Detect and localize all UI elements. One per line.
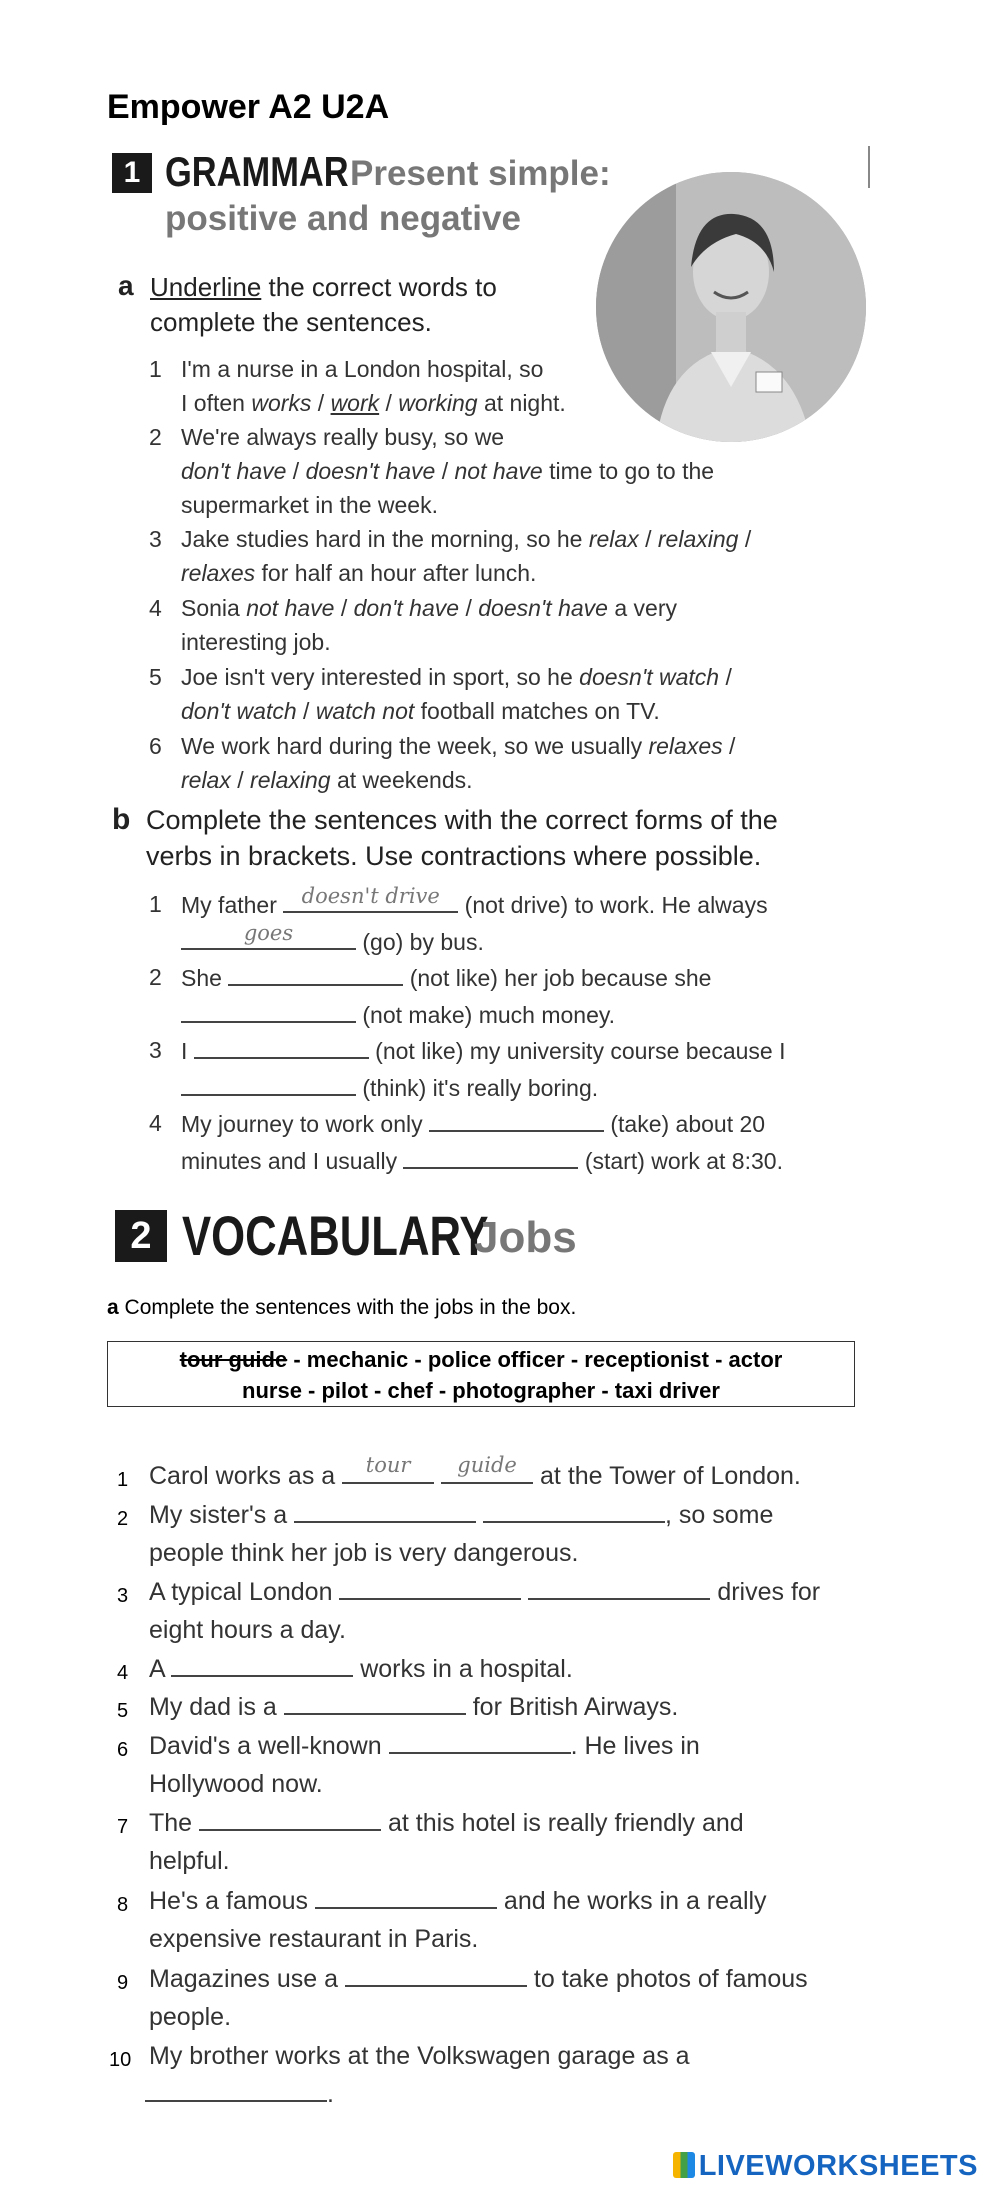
answer-blank[interactable] [145, 2076, 327, 2102]
separator: / [311, 390, 331, 416]
item-text: (not like) her job because she [403, 965, 712, 991]
item-number: 1 [117, 1469, 129, 1491]
item-text: eight hours a day. [149, 1616, 346, 1644]
option-2[interactable]: relaxing [657, 526, 739, 552]
part-a-instruction-line1 [150, 270, 497, 305]
part-a-letter: a [118, 270, 134, 301]
item-text: My sister's a [149, 1501, 295, 1529]
item-text: a very [607, 595, 677, 621]
option-3[interactable]: relaxing [250, 767, 331, 793]
option-3[interactable]: working [398, 390, 478, 416]
item-text: at night. [477, 390, 566, 416]
item-text: My father [181, 892, 284, 918]
vocab-item [117, 1496, 774, 1572]
item-options-line [181, 454, 714, 488]
part-a-item [149, 522, 752, 590]
item-number: 2 [149, 424, 162, 450]
section-number-2: 2 [115, 1210, 167, 1262]
option-2[interactable]: doesn't have [305, 458, 436, 484]
option-3[interactable]: doesn't have [478, 595, 608, 621]
part-a-item [149, 352, 566, 420]
option-3[interactable]: watch not [315, 698, 415, 724]
item-number: 1 [149, 891, 162, 917]
item-number: 3 [149, 1037, 162, 1063]
vocabulary-instruction-letter: a [107, 1296, 119, 1319]
part-b-instruction-line1: Complete the sentences with the correct forms of the [146, 805, 778, 835]
item-text: (not make) much money. [356, 1002, 616, 1028]
item-number: 6 [117, 1739, 129, 1761]
vocab-item [117, 1688, 679, 1726]
option-2-underlined[interactable]: work [330, 390, 380, 416]
answer-text: doesn't drive [301, 884, 440, 908]
item-text: Joe isn't very interested in sport, so he [181, 664, 580, 690]
part-a-item [149, 420, 715, 522]
item-text: A [149, 1655, 172, 1683]
option-1[interactable]: not have [246, 595, 335, 621]
answer-blank-filled[interactable] [181, 921, 356, 950]
item-number: 8 [117, 1894, 129, 1916]
vocabulary-subheading: Jobs [474, 1213, 577, 1262]
answer-blank[interactable] [339, 1574, 521, 1600]
item-number: 4 [117, 1662, 129, 1684]
item-text: I often [181, 390, 252, 416]
answer-blank[interactable] [528, 1574, 710, 1600]
item-text: people think her job is very dangerous. [149, 1539, 579, 1567]
part-a-item [149, 729, 736, 797]
separator: / [722, 733, 736, 759]
item-text: I [181, 1038, 194, 1064]
answer-blank[interactable] [284, 1689, 466, 1715]
item-text: (start) work at 8:30. [578, 1148, 783, 1174]
answer-blank-filled[interactable] [441, 1453, 533, 1484]
item-text: We're always really busy, so we [181, 424, 505, 450]
document-title: Empower A2 U2A [107, 88, 390, 126]
part-b-letter: b [112, 803, 131, 836]
part-b-item [149, 1106, 783, 1178]
separator: / [719, 664, 732, 690]
part-a-item [149, 660, 732, 728]
item-text: (take) about 20 [603, 1111, 766, 1137]
item-text: supermarket in the week. [181, 492, 438, 518]
word-struck: tour guide [179, 1347, 288, 1372]
item-text: I'm a nurse in a London hospital, so [181, 356, 544, 382]
item-text: Sonia [181, 595, 247, 621]
answer-blank-filled[interactable] [283, 884, 458, 913]
separator: / [334, 595, 354, 621]
part-a-instruction-line2: complete the sentences. [150, 307, 432, 337]
section-number-1: 1 [112, 153, 152, 193]
separator: / [638, 526, 658, 552]
item-number: 4 [149, 595, 162, 621]
vocabulary-instruction-text: Complete the sentences with the jobs in the box. [118, 1296, 577, 1319]
item-text: minutes and I usually [181, 1148, 404, 1174]
vocab-item [117, 1804, 744, 1880]
item-text: A typical London [149, 1578, 340, 1606]
answer-blank[interactable] [483, 1497, 665, 1523]
option-1[interactable]: relaxes [648, 733, 723, 759]
answer-blank[interactable] [181, 1070, 356, 1096]
item-text: . He lives in [570, 1732, 700, 1760]
item-text: My dad is a [149, 1693, 284, 1721]
item-text: for British Airways. [465, 1693, 679, 1721]
answer-blank[interactable] [429, 1106, 604, 1132]
item-number: 4 [149, 1110, 162, 1136]
answer-text: tour [365, 1453, 411, 1477]
answer-blank[interactable] [345, 1961, 527, 1987]
item-text: We work hard during the week, so we usually [181, 733, 649, 759]
vocab-item [117, 1453, 801, 1495]
answer-blank-filled[interactable] [342, 1453, 434, 1484]
item-number: 5 [149, 664, 162, 690]
item-number: 9 [117, 1972, 129, 1994]
answer-blank[interactable] [315, 1883, 497, 1909]
item-text: He's a famous [149, 1887, 315, 1915]
item-text: My journey to work only [181, 1111, 429, 1137]
item-options-line [181, 386, 566, 420]
answer-blank[interactable] [294, 1497, 476, 1523]
part-b-item [149, 960, 712, 1032]
item-text: (think) it's really boring. [356, 1075, 599, 1101]
separator: / [286, 458, 306, 484]
item-text: at weekends. [330, 767, 473, 793]
answer-blank[interactable] [228, 960, 403, 986]
item-text: My brother works at the Volkswagen garage as a [149, 2042, 690, 2070]
separator: / [230, 767, 251, 793]
option-1[interactable]: doesn't watch [579, 664, 720, 690]
grammar-subheading-line2: positive and negative [165, 199, 521, 238]
item-text: expensive restaurant in Paris. [149, 1925, 479, 1953]
liveworksheets-icon [673, 2152, 695, 2178]
item-text: The [149, 1809, 200, 1837]
word-box [107, 1341, 855, 1407]
item-number: 1 [149, 356, 162, 382]
option-2[interactable]: don't have [353, 595, 460, 621]
answer-text: goes [243, 921, 294, 945]
option-1[interactable]: relax [588, 526, 639, 552]
vocab-item [117, 1960, 808, 2036]
answer-blank[interactable] [389, 1728, 571, 1754]
item-text: (go) by bus. [356, 929, 484, 955]
item-text: Jake studies hard in the morning, so he [181, 526, 589, 552]
grammar-heading: GRAMMAR [165, 148, 349, 195]
item-text: , so some [665, 1501, 774, 1529]
item-text: time to go to the [542, 458, 715, 484]
item-text: David's a well-known [149, 1732, 389, 1760]
answer-blank[interactable] [403, 1143, 578, 1169]
item-text: at the Tower of London. [533, 1462, 801, 1490]
part-b-item [149, 1033, 786, 1105]
separator: / [296, 698, 316, 724]
answer-blank[interactable] [194, 1033, 369, 1059]
word-box-line1: - mechanic - police officer - receptionist - actor [287, 1347, 783, 1372]
nurse-photo [596, 172, 866, 442]
instruction-rest: the correct words to [268, 272, 497, 302]
underline-word: Underline [150, 272, 262, 302]
item-text: (not like) my university course because I [368, 1038, 786, 1064]
item-text: to take photos of famous [526, 1965, 808, 1993]
vocab-item [117, 1650, 573, 1688]
separator: / [459, 595, 479, 621]
item-number: 6 [149, 733, 162, 759]
item-text: football matches on TV. [414, 698, 660, 724]
option-1[interactable]: don't have [181, 458, 287, 484]
option-1[interactable]: works [251, 390, 312, 416]
part-b-item [149, 884, 768, 959]
item-text: at this hotel is really friendly and [381, 1809, 744, 1837]
option-2[interactable]: don't watch [181, 698, 297, 724]
vocabulary-heading: VOCABULARY [182, 1204, 489, 1267]
item-number: 3 [117, 1585, 129, 1607]
item-text: people. [149, 2003, 232, 2031]
item-number: 3 [149, 526, 162, 552]
item-text: . [327, 2080, 334, 2108]
vocab-item [117, 1573, 821, 1649]
option-3[interactable]: not have [454, 458, 543, 484]
separator: / [738, 526, 752, 552]
item-text: and he works in a really [496, 1887, 767, 1915]
separator: / [435, 458, 455, 484]
answer-text: guide [457, 1453, 517, 1477]
item-number: 2 [149, 964, 162, 990]
item-text: drives for [710, 1578, 821, 1606]
item-text: She [181, 965, 229, 991]
answer-blank[interactable] [181, 997, 356, 1023]
item-text: works in a hospital. [353, 1655, 573, 1683]
vocab-item [117, 1882, 767, 1958]
item-text: Magazines use a [149, 1965, 345, 1993]
option-2[interactable]: relax [181, 767, 231, 793]
item-text: for half an hour after lunch. [255, 560, 537, 586]
item-text: interesting job. [181, 629, 331, 655]
part-b-instruction-line2: verbs in brackets. Use contractions where possible. [146, 841, 762, 871]
item-text: helpful. [149, 1847, 230, 1875]
item-text: Hollywood now. [149, 1770, 323, 1798]
vocabulary-instruction [107, 1296, 576, 1320]
item-text: (not drive) to work. He always [458, 892, 768, 918]
answer-blank[interactable] [199, 1805, 381, 1831]
logo-text: LIVEWORKSHEETS [698, 2150, 978, 2182]
item-number: 10 [109, 2049, 132, 2071]
item-number: 7 [117, 1816, 129, 1838]
vocab-item [117, 1727, 700, 1803]
answer-blank[interactable] [171, 1651, 353, 1677]
grammar-subheading-line1: Present simple: [350, 154, 611, 193]
item-number: 2 [117, 1508, 129, 1530]
option-3[interactable]: relaxes [181, 560, 256, 586]
word-box-line2: nurse - pilot - chef - photographer - taxi driver [242, 1378, 720, 1403]
divider-line [868, 146, 870, 188]
item-text: Carol works as a [149, 1462, 343, 1490]
separator: / [379, 390, 399, 416]
part-a-item [149, 591, 677, 659]
item-number: 5 [117, 1700, 129, 1722]
liveworksheets-logo[interactable] [673, 2150, 978, 2183]
vocab-item [109, 2037, 690, 2113]
nurse-illustration [596, 172, 866, 442]
